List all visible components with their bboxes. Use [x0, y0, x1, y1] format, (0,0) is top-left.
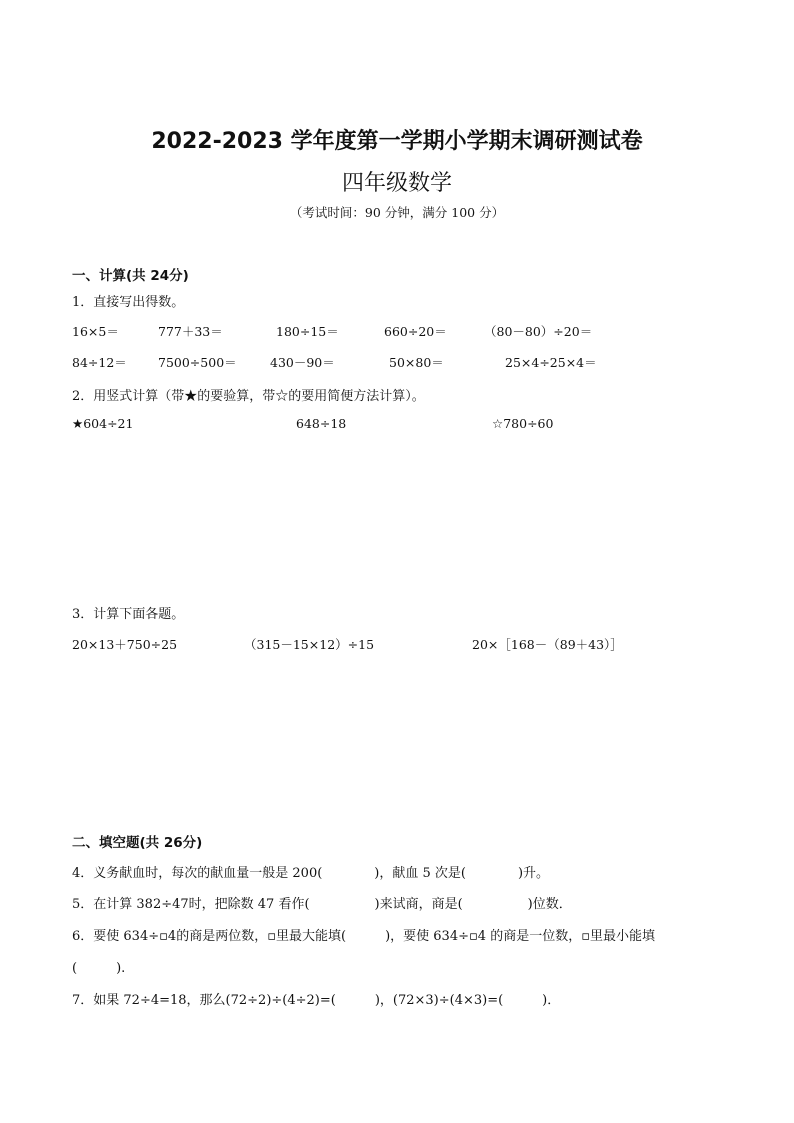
q3-item-2: （315－15×12）÷15 [244, 637, 375, 652]
section-1-heading: 一、计算(共 24分) [72, 268, 189, 284]
question-6-line-1: 6．要使 634÷▫4的商是两位数，▫里最大能填( )，要使 634÷▫4 的商是一位数，▫里最小能填 [72, 929, 656, 944]
exam-title: 2022-2023 学年度第一学期小学期末调研测试卷 [151, 129, 643, 154]
exam-subtitle: 四年级数学 [341, 171, 452, 196]
q1-r1-c1: 16×5＝ [72, 324, 119, 339]
question-6-line-2: ( ). [72, 961, 126, 976]
q1-r1-c2: 777＋33＝ [158, 324, 223, 339]
exam-note: （考试时间：90 分钟，满分 100 分） [289, 205, 505, 220]
question-4: 4．义务献血时，每次的献血量一般是 200( )，献血 5 次是( )升。 [72, 866, 550, 881]
q1-r2-c5: 25×4÷25×4＝ [505, 355, 597, 370]
q1-r1-c4: 660÷20＝ [384, 324, 447, 339]
q1-r2-c1: 84÷12＝ [72, 355, 127, 370]
q2-item-1: ★604÷21 [72, 416, 134, 431]
question-5: 5．在计算 382÷47时，把除数 47 看作( )来试商，商是( )位数． [72, 897, 572, 912]
q1-r2-c2: 7500÷500＝ [158, 355, 237, 370]
section-2-heading: 二、填空题(共 26分) [72, 835, 203, 851]
q3-item-3: 20×［168－（89＋43）］ [472, 637, 623, 652]
question-7: 7．如果 72÷4=18，那么(72÷2)÷(4÷2)=( )，(72×3)÷(4×3)=( )． [72, 993, 561, 1008]
q1-r1-c3: 180÷15＝ [276, 324, 339, 339]
q1-r1-c5: （80－80）÷20＝ [484, 324, 593, 339]
question-3-label: 3．计算下面各题。 [72, 607, 185, 622]
q2-item-2: 648÷18 [296, 416, 347, 431]
question-1-label: 1．直接写出得数。 [72, 295, 185, 310]
q1-r2-c4: 50×80＝ [389, 355, 444, 370]
q2-item-3: ☆780÷60 [492, 416, 554, 431]
q1-r2-c3: 430－90＝ [270, 355, 335, 370]
q3-item-1: 20×13＋750÷25 [72, 637, 178, 652]
question-2-label: 2．用竖式计算（带★的要验算，带☆的要用简便方法计算）。 [72, 389, 425, 404]
